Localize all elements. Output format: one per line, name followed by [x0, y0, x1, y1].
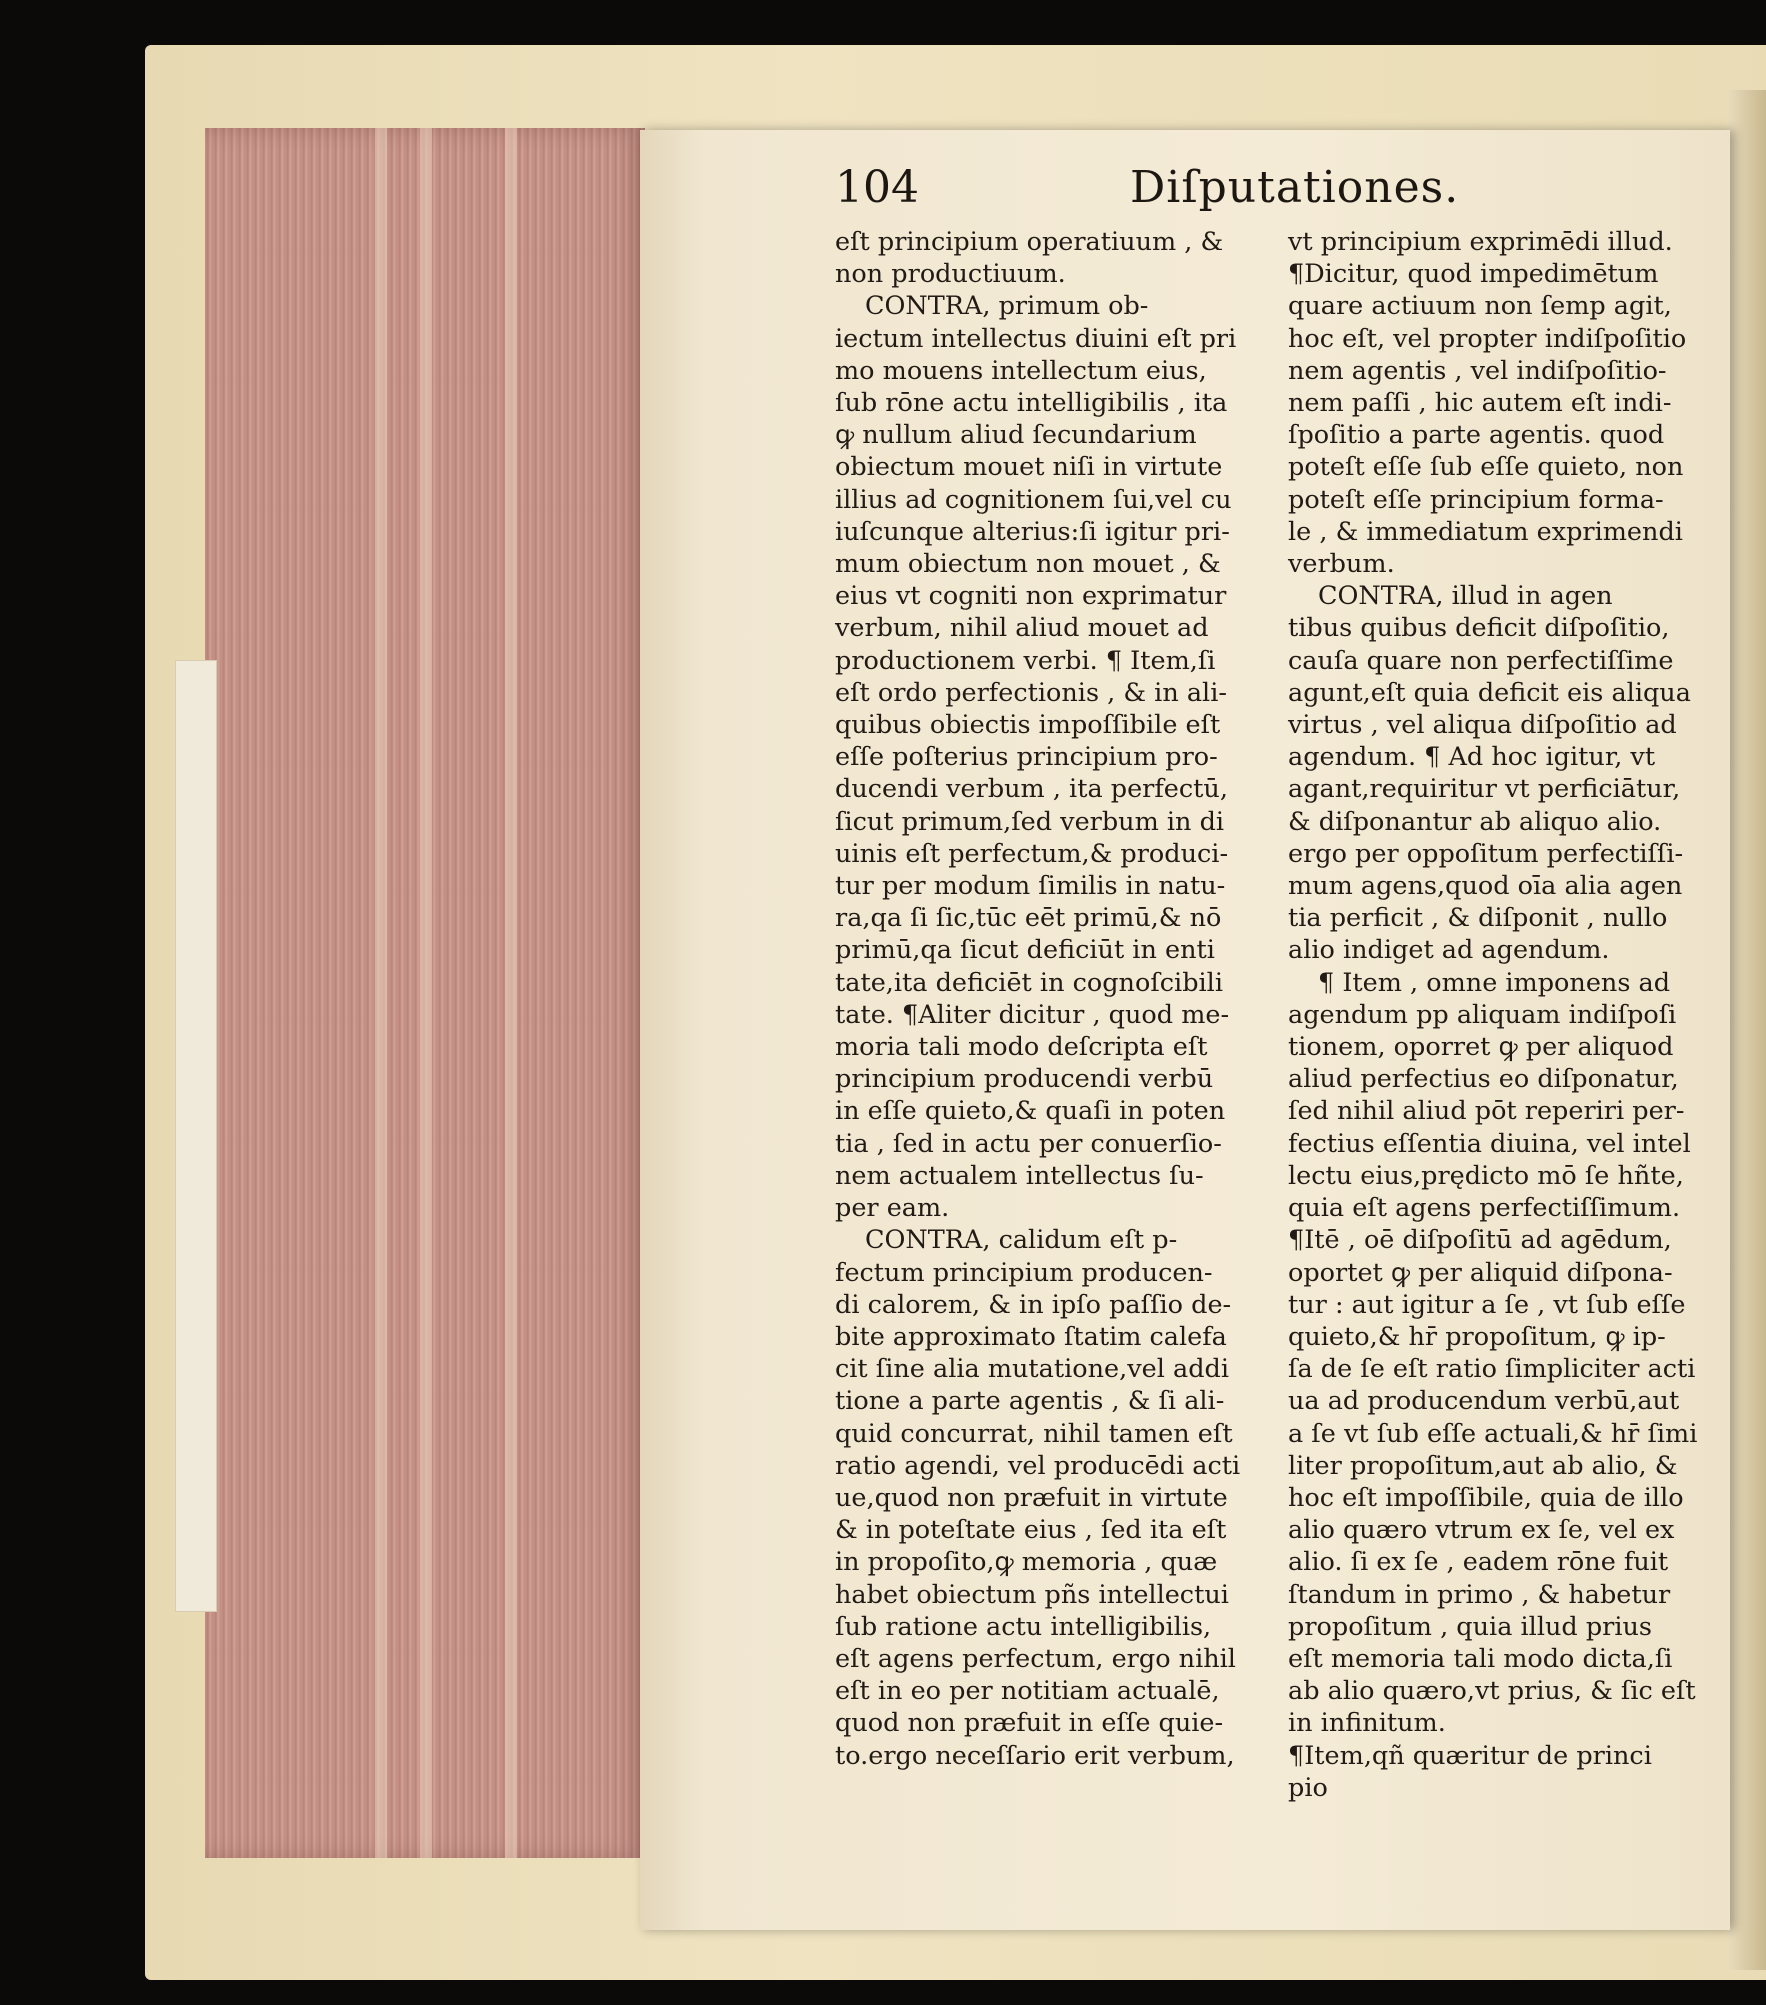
text-line: ¶Itē , oē diſpoſitū ad agēdum,	[1288, 1225, 1672, 1256]
text-line: mo mouens intellectum eius,	[835, 355, 1207, 386]
text-line: quid concurrat, nihil tamen eſt	[835, 1418, 1233, 1449]
text-line: nem actualem intellectus ſu-	[835, 1160, 1204, 1191]
text-line: tia , ſed in actu per conuerſio-	[835, 1128, 1222, 1159]
running-head: Diſputationes.	[1130, 162, 1460, 213]
text-line: in eſſe quieto,& quaſi in poten	[835, 1096, 1226, 1127]
spine-label-strip	[175, 660, 217, 1612]
text-line: tate. ¶Aliter dicitur , quod me-	[835, 999, 1230, 1030]
text-line: moria tali modo deſcripta eſt	[835, 1032, 1208, 1063]
text-line: ſtandum in primo , & habetur	[1288, 1579, 1671, 1610]
text-line: & diſponantur ab aliquo alio.	[1288, 806, 1662, 837]
text-line: nem agentis , vel indiſpoſitio-	[1288, 355, 1667, 386]
text-line: agant,requiritur vt perficiātur,	[1288, 774, 1681, 805]
text-line: poteſt eſſe principium forma-	[1288, 484, 1664, 515]
text-line: quieto,& hr̄ propoſitum, ꝙ ip-	[1288, 1321, 1666, 1352]
text-line: pio	[1288, 1772, 1328, 1803]
right-column	[1288, 226, 1698, 1804]
text-line: tia perficit , & diſponit , nullo	[1288, 903, 1668, 934]
page-number: 104	[835, 162, 919, 213]
text-line: ſpoſitio a parte agentis. quod	[1288, 420, 1665, 451]
text-line: & in poteſtate eius , ſed ita eſt	[835, 1515, 1227, 1546]
text-line: ra,qa ſi ſic,tūc eēt primū,& nō	[835, 903, 1222, 934]
text-line: cit ſine alia mutatione,vel addi	[835, 1354, 1230, 1385]
text-line: ¶Item,qñ quæritur de princi	[1288, 1740, 1652, 1771]
text-line: verbum, nihil aliud mouet ad	[835, 613, 1209, 644]
text-line: productionem verbi. ¶ Item,ſi	[835, 645, 1216, 676]
text-line: ſub rōne actu intelligibilis , ita	[835, 388, 1228, 419]
text-line: propoſitum , quia illud prius	[1288, 1611, 1653, 1642]
text-line: agendum. ¶ Ad hoc igitur, vt	[1288, 742, 1656, 773]
text-line: eius vt cogniti non exprimatur	[835, 581, 1227, 612]
text-line: tur : aut igitur a ſe , vt ſub eſſe	[1288, 1289, 1686, 1320]
text-line: quare actiuum non ſemp agit,	[1288, 291, 1672, 322]
text-line: ratio agendi, vel producēdi acti	[835, 1450, 1241, 1481]
text-line: tione a parte agentis , & ſi ali-	[835, 1386, 1225, 1417]
text-line: tionem, oporret ꝙ per aliquod	[1288, 1032, 1674, 1063]
text-line: eſt principium operatiuum , &	[835, 227, 1224, 257]
left-column	[835, 226, 1265, 1772]
text-line: fectum principium producen-	[835, 1257, 1213, 1288]
text-line: iectum intellectus diuini eſt pri	[835, 323, 1237, 354]
text-line: ue,quod non præfuit in virtute	[835, 1482, 1228, 1513]
text-line: virtus , vel aliqua diſpoſitio ad	[1288, 710, 1677, 741]
page-block-edge	[205, 128, 645, 1858]
text-line: quia eſt agens perfectiſſimum.	[1288, 1193, 1681, 1224]
text-line: di calorem, & in ipſo paſſio de-	[835, 1289, 1232, 1320]
text-line: liter propoſitum,aut ab alio, &	[1288, 1450, 1678, 1481]
text-line: obiectum mouet niſi in virtute	[835, 452, 1223, 483]
text-line: le , & immediatum exprimendi	[1288, 516, 1683, 547]
text-line: primū,qa ſicut deficiūt in enti	[835, 935, 1215, 966]
text-line: mum obiectum non mouet , &	[835, 549, 1221, 580]
text-line: principium producendi verbū	[835, 1064, 1214, 1095]
text-line: tibus quibus deficit diſpoſitio,	[1288, 613, 1670, 644]
text-line: ua ad producendum verbū,aut	[1288, 1386, 1680, 1417]
text-line: ducendi verbum , ita perfectū,	[835, 774, 1228, 805]
text-line: habet obiectum pñs intellectui	[835, 1579, 1229, 1610]
text-line: verbum.	[1288, 549, 1395, 580]
text-line: illius ad cognitionem ſui,vel cu	[835, 484, 1232, 515]
text-line: eſſe poſterius principium pro-	[835, 742, 1218, 773]
text-line: CONTRA, illud in agen	[1318, 581, 1613, 612]
text-line: ſa de ſe eſt ratio ſimpliciter acti	[1288, 1354, 1696, 1385]
text-line: hoc eſt impoſſibile, quia de illo	[1288, 1482, 1684, 1513]
text-line: oportet ꝙ per aliquid diſpona-	[1288, 1257, 1673, 1288]
text-line: ab alio quæro,vt prius, & ſic eſt	[1288, 1676, 1696, 1707]
text-line: tur per modum ſimilis in natu-	[835, 871, 1226, 902]
text-line: uinis eſt perfectum,& produci-	[835, 838, 1229, 869]
text-line: fectius eſſentia diuina, vel intel	[1288, 1128, 1691, 1159]
text-line: non productiuum.	[835, 259, 1066, 290]
text-line: nem paſſi , hic autem eſt indi-	[1288, 388, 1672, 419]
text-line: agunt,eſt quia deficit eis aliqua	[1288, 677, 1691, 708]
text-line: ſub ratione actu intelligibilis,	[835, 1611, 1212, 1642]
text-line: per eam.	[835, 1193, 950, 1224]
text-line: eſt in eo per notitiam actualē,	[835, 1676, 1220, 1707]
text-line: iuſcunque alterius:ſi igitur pri-	[835, 516, 1230, 547]
text-line: eſt ordo perfectionis , & in ali-	[835, 677, 1227, 708]
text-line: alio. ſi ex ſe , eadem rōne fuit	[1288, 1547, 1669, 1578]
text-line: alio quæro vtrum ex ſe, vel ex	[1288, 1515, 1675, 1546]
text-line: tate,ita deficiēt in cognoſcibili	[835, 967, 1223, 998]
text-line: eſt agens perfectum, ergo nihil	[835, 1643, 1236, 1674]
text-line: eſt memoria tali modo dicta,ſi	[1288, 1643, 1673, 1674]
text-line: CONTRA, primum ob-	[865, 291, 1149, 322]
text-line: in propoſito,ꝙ memoria , quæ	[835, 1547, 1218, 1578]
text-line: cauſa quare non perfectiſſime	[1288, 645, 1674, 676]
text-line: poteſt eſſe ſub eſſe quieto, non	[1288, 452, 1684, 483]
text-line: alio indiget ad agendum.	[1288, 935, 1610, 966]
text-line: aliud perfectius eo diſponatur,	[1288, 1064, 1679, 1095]
text-line: a ſe vt ſub eſſe actuali,& hr̄ ſimi	[1288, 1418, 1698, 1449]
text-line: ſed nihil aliud pōt reperiri per-	[1288, 1096, 1685, 1127]
right-page-edge	[1728, 90, 1766, 1970]
text-line: agendum pp aliquam indiſpoſi	[1288, 999, 1677, 1030]
text-line: CONTRA, calidum eſt p-	[865, 1225, 1178, 1256]
text-line: ꝙ nullum aliud ſecundarium	[835, 420, 1197, 451]
text-line: in infinitum.	[1288, 1708, 1446, 1739]
text-line: hoc eſt, vel propter indiſpoſitio	[1288, 323, 1687, 354]
text-line: mum agens,quod oīa alia agen	[1288, 871, 1683, 902]
text-line: vt principium exprimēdi illud.	[1288, 227, 1673, 257]
text-line: bite approximato ſtatim calefa	[835, 1321, 1227, 1352]
text-line: ergo per oppoſitum perfectiſſi-	[1288, 838, 1684, 869]
text-line: ¶Dicitur, quod impedimētum	[1288, 259, 1659, 290]
text-line: lectu eius,prędicto mō ſe hñte,	[1288, 1160, 1684, 1191]
text-line: ¶ Item , omne imponens ad	[1318, 967, 1671, 998]
text-line: to.ergo neceſſario erit verbum,	[835, 1740, 1235, 1771]
text-line: ſicut primum,ſed verbum in di	[835, 806, 1225, 837]
text-line: quod non præfuit in eſſe quie-	[835, 1708, 1224, 1739]
text-line: quibus obiectis impoſſibile eſt	[835, 710, 1221, 741]
